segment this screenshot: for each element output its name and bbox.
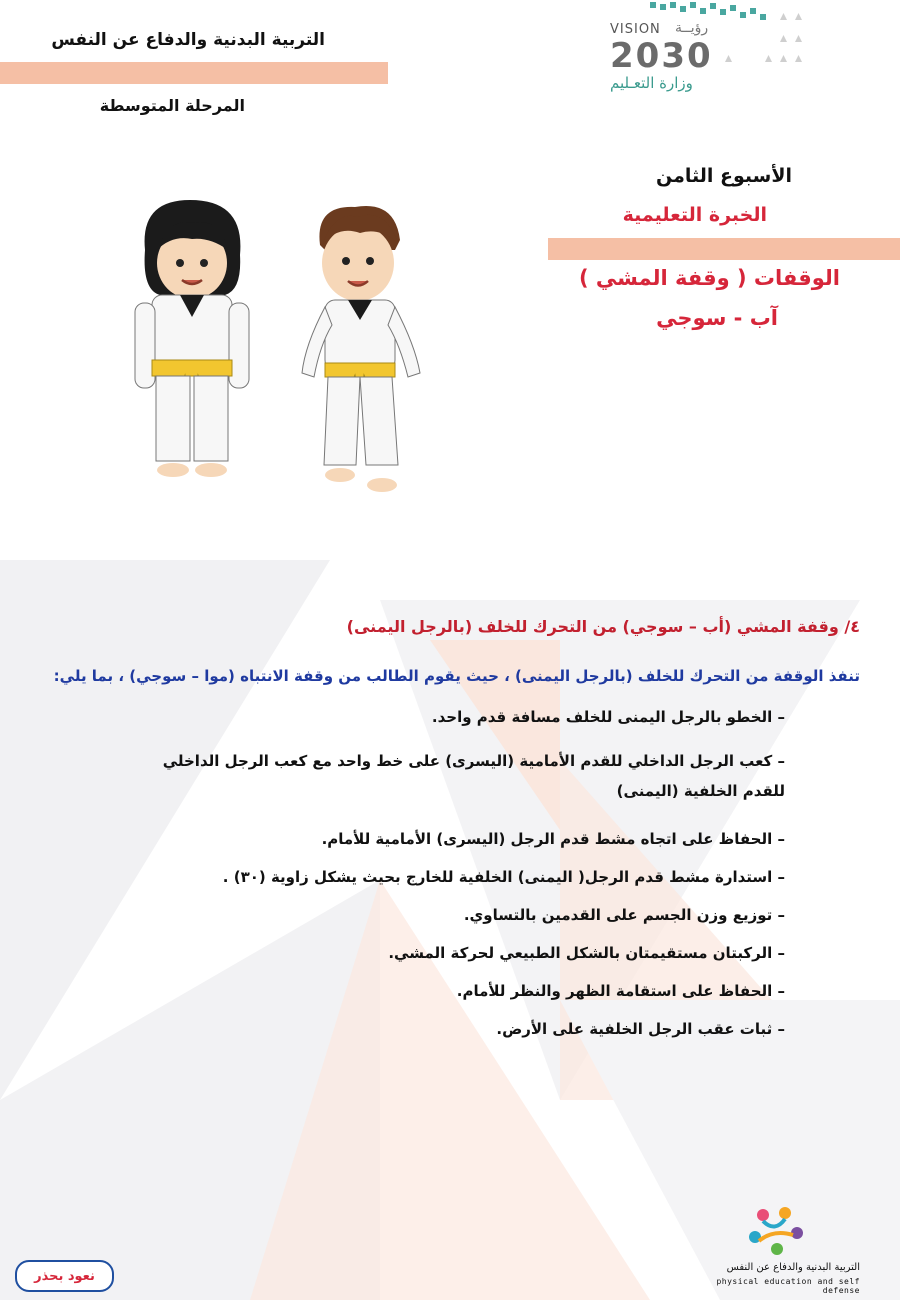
week-heading: الأسبوع الثامن bbox=[655, 165, 792, 187]
ministry-name: وزارة التعـليم bbox=[610, 74, 693, 92]
vision-arabic: رؤيــة bbox=[675, 20, 709, 36]
steps-list bbox=[150, 708, 785, 1058]
stage-label: المرحلة المتوسطة bbox=[99, 96, 245, 115]
header-bar-right bbox=[548, 238, 900, 260]
header-bar-left bbox=[0, 62, 388, 84]
footer-department-ar: التربية البدنية والدفاع عن النفس bbox=[726, 1262, 860, 1273]
list-item: – استدارة مشط قدم الرجل( اليمنى) الخلفية للخارج بحيث يشكل زاوية (٣٠) . bbox=[222, 868, 785, 886]
list-item: – كعب الرجل الداخلي للقدم الأمامية (اليسرى) على خط واحد مع كعب الرجل الداخلي للقدم الخلفية (اليمنى) bbox=[162, 752, 785, 800]
ministry-logo bbox=[605, 0, 805, 100]
list-item: – الركبتان مستقيمتان بالشكل الطبيعي لحركة المشي. bbox=[388, 944, 785, 962]
vision-year: 2030 bbox=[610, 36, 713, 76]
list-item: – الحفاظ على استقامة الظهر والنظر للأمام. bbox=[456, 982, 785, 1000]
list-item: – الخطو بالرجل اليمنى للخلف مسافة قدم واحد. bbox=[431, 708, 785, 726]
subject-title: التربية البدنية والدفاع عن النفس bbox=[51, 30, 325, 50]
section-intro: تنفذ الوقفة من التحرك للخلف (بالرجل اليمنى) ، حيث يقوم الطالب من وقفة الانتباه (موا – سوجي) ، بما يلي: bbox=[53, 667, 860, 685]
stance-heading: الوقفات ( وقفة المشي ) bbox=[579, 266, 840, 290]
list-item: – ثبات عقب الرجل الخلفية على الأرض. bbox=[496, 1020, 785, 1038]
girl-figure bbox=[135, 200, 249, 477]
stance-subheading: آب - سوجي bbox=[656, 306, 778, 330]
vision-label: VISION bbox=[610, 22, 661, 37]
boy-figure bbox=[302, 206, 420, 492]
back-with-caution-badge: نعود بحذر bbox=[15, 1260, 114, 1292]
footer-department-en: physical education and self defense bbox=[716, 1277, 860, 1295]
section-title: ٤/ وقفة المشي (أب – سوجي) من التحرك للخلف (بالرجل اليمنى) bbox=[346, 617, 860, 636]
students-illustration bbox=[130, 195, 450, 500]
department-logo-icon bbox=[745, 1203, 805, 1258]
list-item: – توزيع وزن الجسم على القدمين بالتساوي. bbox=[463, 906, 785, 924]
experience-heading: الخبرة التعليمية bbox=[622, 204, 767, 226]
list-item: – الحفاظ على اتجاه مشط قدم الرجل (اليسرى) الأمامية للأمام. bbox=[321, 830, 785, 848]
